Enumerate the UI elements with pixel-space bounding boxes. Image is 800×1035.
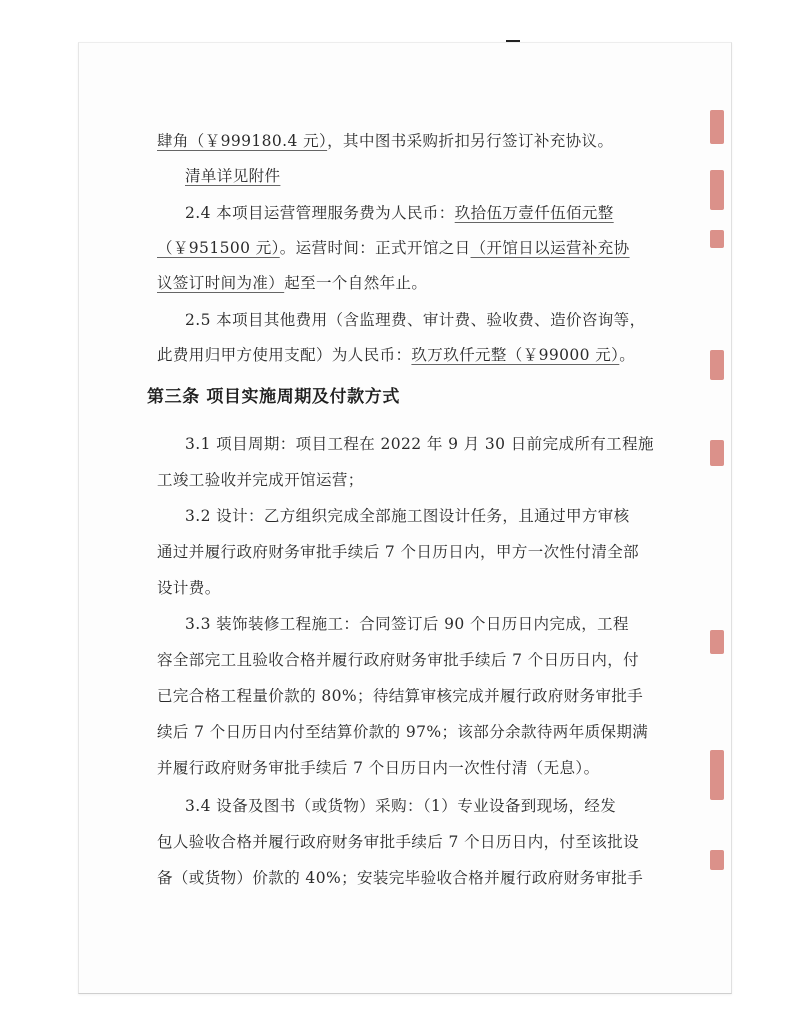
text-span: 此费用归甲方使用支配）为人民币： (157, 346, 412, 364)
text-span: 起至一个自然年止。 (284, 274, 428, 292)
text-span: （开馆日以运营补充协 (470, 239, 630, 257)
amount-text: 玖万玖仟元整（￥99000 元） (411, 346, 620, 364)
attachment-note: 清单详见附件 (185, 167, 281, 185)
amount-text: 玖拾伍万壹仟伍佰元整 (454, 204, 614, 222)
amount-text: （￥951500 元） (157, 239, 280, 257)
text-line: 已完合格工程量价款的 80%；待结算审核完成并履行政府财务审批手 (157, 687, 644, 705)
text-span: 2.4 本项目运营管理服务费为人民币： (185, 204, 455, 222)
text-line: 容全部完工且验收合格并履行政府财务审批手续后 7 个日历日内，付 (157, 651, 640, 669)
text-line: 并履行政府财务审批手续后 7 个日历日内一次性付清（无息）。 (157, 759, 600, 777)
text-line (157, 344, 635, 366)
text-line: 3.2 设计：乙方组织完成全部施工图设计任务，且通过甲方审核 (185, 507, 630, 525)
text-line: 包人验收合格并履行政府财务审批手续后 7 个日历日内，付至该批设 (157, 833, 640, 851)
text-line: 备（或货物）价款的 40%；安装完毕验收合格并履行政府财务审批手 (157, 869, 644, 887)
text-line (157, 272, 427, 294)
text-line (157, 237, 630, 259)
text-line (157, 130, 613, 152)
text-line: 工竣工验收并完成开馆运营； (157, 471, 364, 489)
amount-text: 肆角（￥999180.4 元） (157, 132, 328, 150)
text-line: 通过并履行政府财务审批手续后 7 个日历日内，甲方一次性付清全部 (157, 543, 640, 561)
text-span: ，其中图书采购折扣另行签订补充协议。 (327, 132, 614, 150)
text-line (185, 165, 280, 187)
text-span: 。运营时间：正式开馆之日 (279, 239, 471, 257)
side-seal-stamp (702, 110, 728, 890)
text-line: 3.4 设备及图书（或货物）采购：（1）专业设备到现场，经发 (185, 797, 617, 815)
text-line (185, 202, 614, 224)
text-span: 。 (619, 346, 636, 364)
section-heading: 第三条 项目实施周期及付款方式 (147, 387, 400, 407)
text-line: 2.5 本项目其他费用（含监理费、审计费、验收费、造价咨询等， (185, 311, 646, 329)
text-line: 设计费。 (157, 579, 221, 597)
text-span: 议签订时间为准） (157, 274, 285, 292)
text-line: 3.1 项目周期：项目工程在 2022 年 9 月 30 日前完成所有工程施 (185, 435, 654, 453)
text-line: 续后 7 个日历日内付至结算价款的 97%；该部分余款待两年质保期满 (157, 723, 649, 741)
text-line: 3.3 装饰装修工程施工：合同签订后 90 个日历日内完成，工程 (185, 615, 629, 633)
